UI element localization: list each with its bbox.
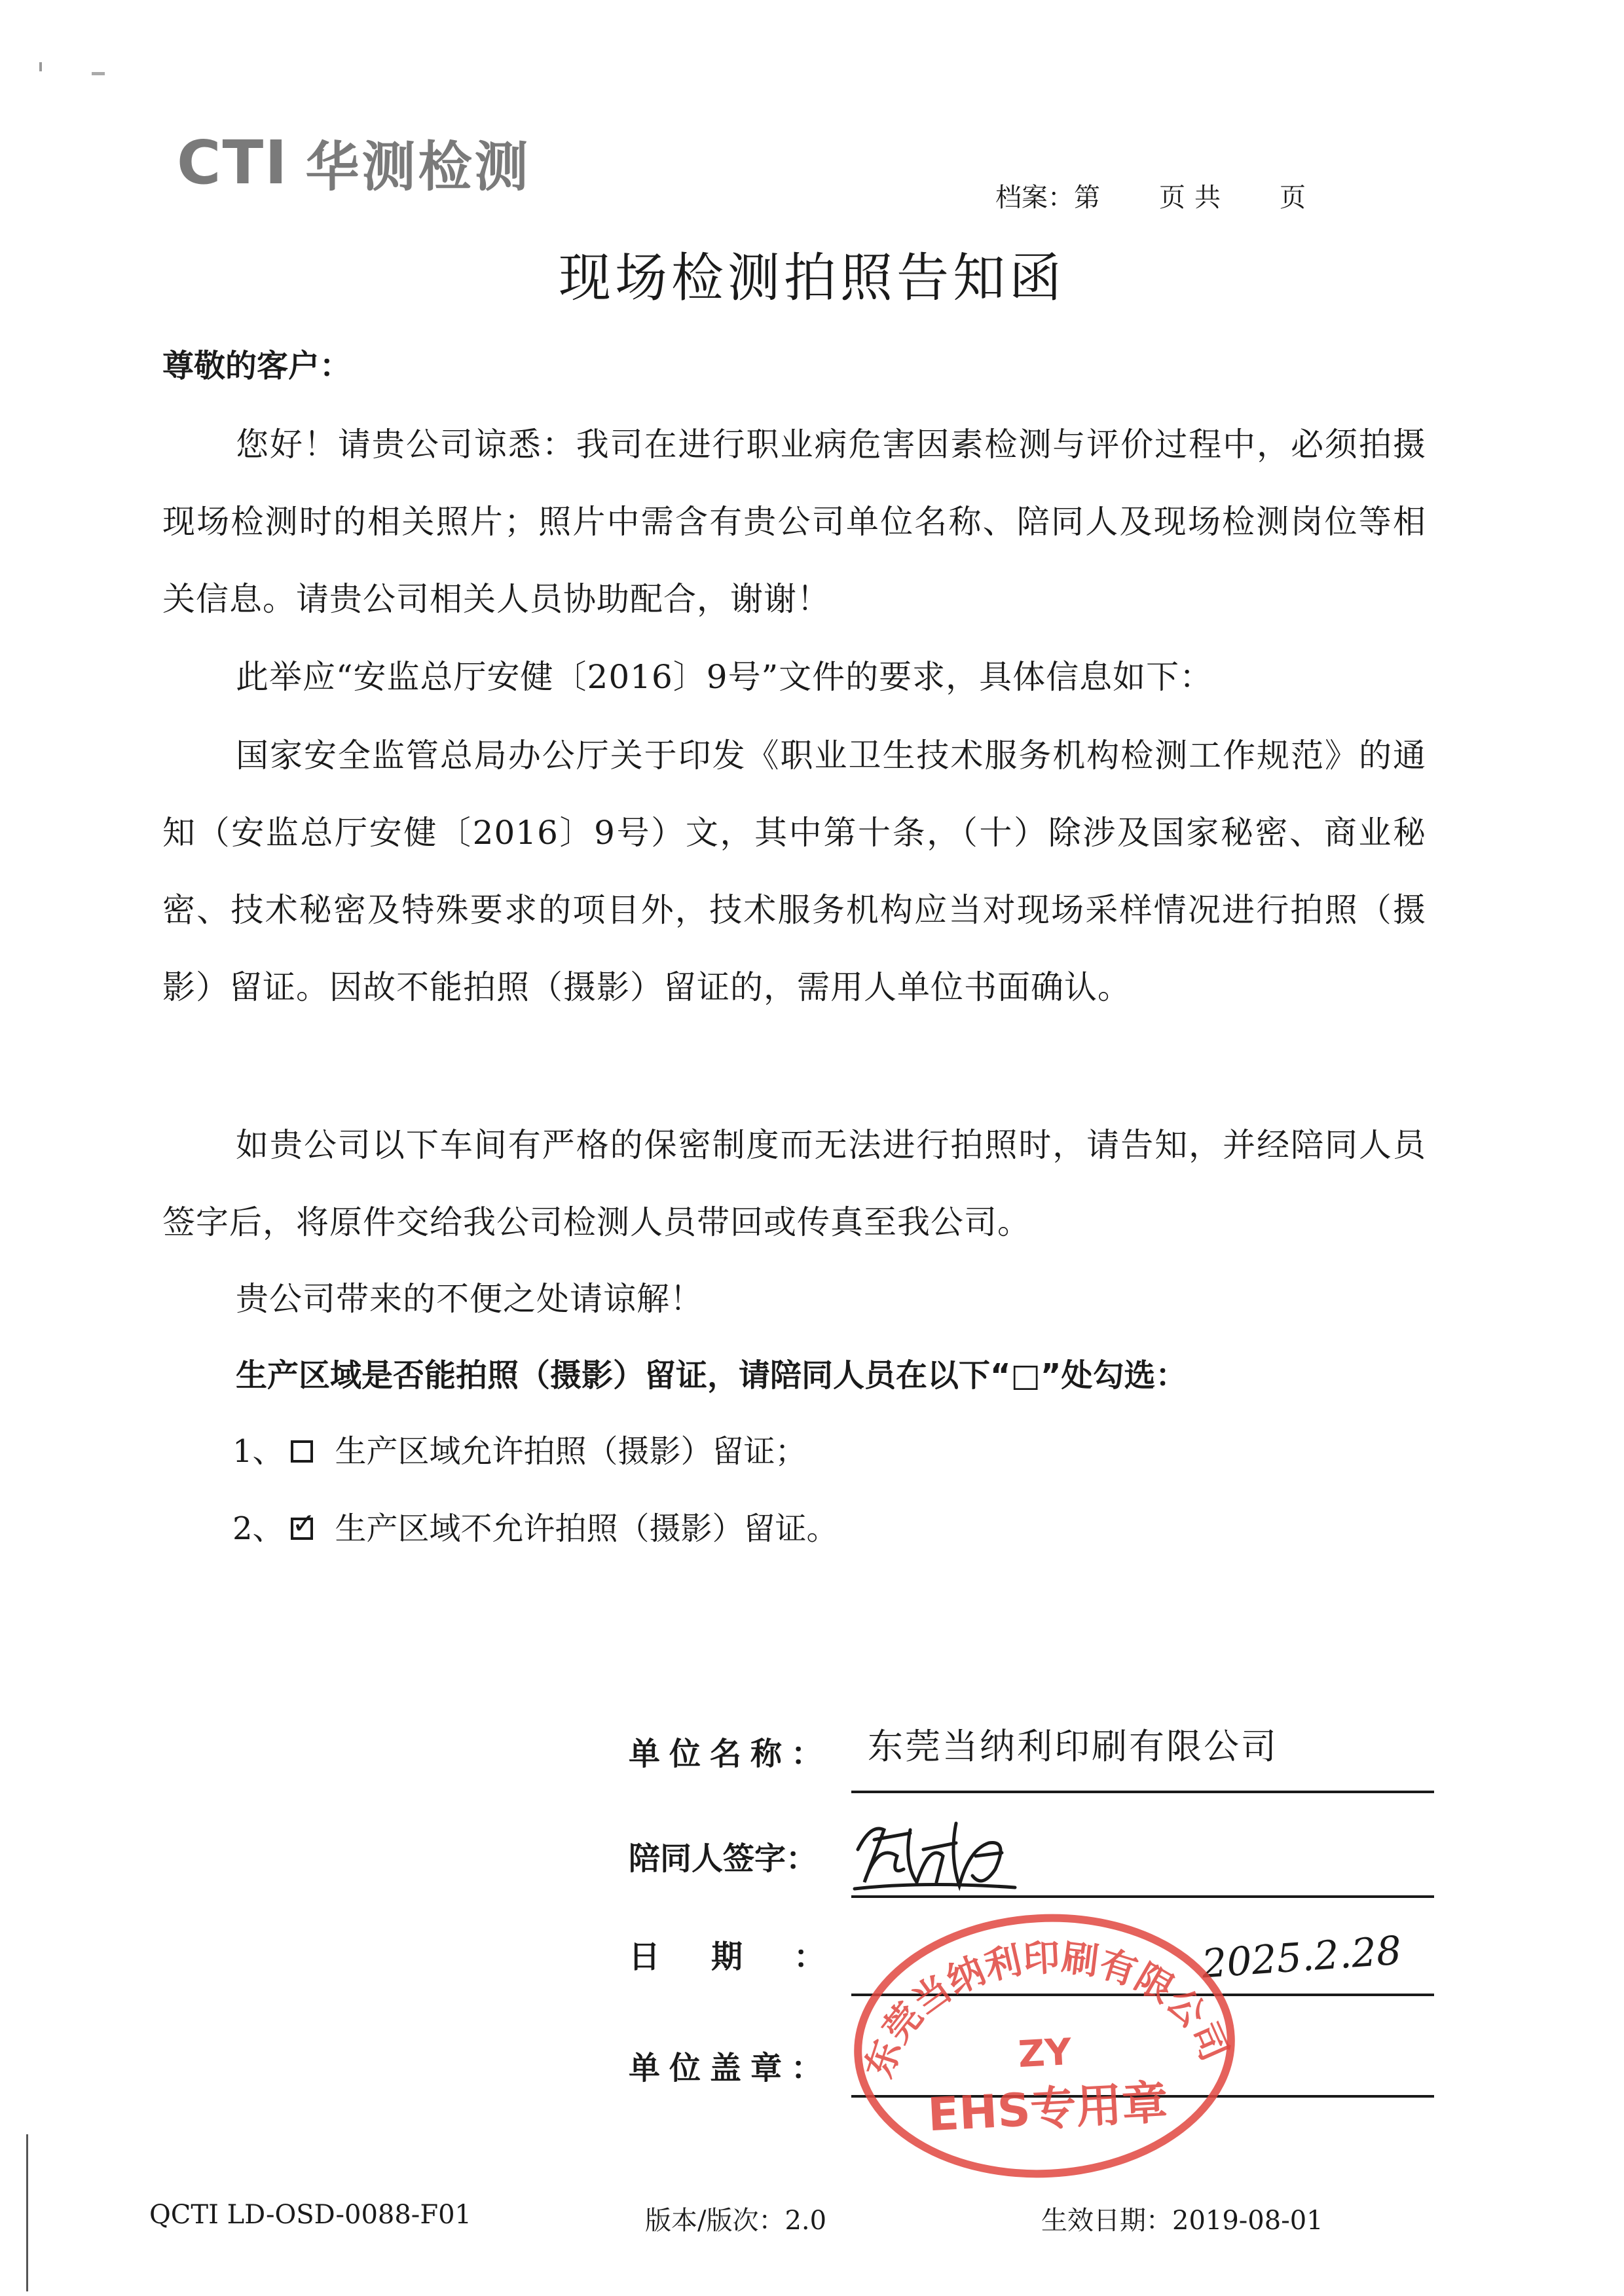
date-label-colon: ：: [793, 1939, 825, 1975]
option-label: 生产区域不允许拍照（摄影）留证。: [335, 1510, 838, 1547]
company-logo: [177, 124, 531, 201]
seal-label: 单位盖章：: [629, 2050, 832, 2086]
date-label: [629, 1931, 825, 1977]
photo-question: 生产区域是否能拍照（摄影）留证，请陪同人员在以下“□”处勾选：: [236, 1357, 1187, 1394]
option-number: 1、: [232, 1433, 284, 1470]
paragraph-apology: 贵公司带来的不便之处请谅解！: [236, 1280, 703, 1318]
date-label-char: 期: [710, 1939, 743, 1975]
greeting: 尊敬的客户：: [162, 348, 352, 384]
company-name-line: [851, 1791, 1434, 1793]
paragraph-regulation: 国家安全监管总局办公厅关于印发《职业卫生技术服务机构检测工作规范》的通知（安监总厅安健〔2016〕9号）文，其中第十条，（十）除涉及国家秘密、商业秘密、技术秘密及特殊要求的项目外，技术服务机构应当对现场采样情况进行拍照（摄影）留证。因故不能拍照（摄影）留证的，需用人单位书面确认。: [162, 737, 1426, 1006]
form-version: 版本/版次：2.0: [645, 2206, 827, 2236]
check-mark-icon: ✓: [291, 1507, 316, 1540]
option-disallow: [232, 1490, 838, 1567]
page-title: 现场检测拍照告知函: [559, 247, 1065, 308]
effective-date: 生效日期：2019-08-01: [1041, 2206, 1323, 2236]
date-value: 2025.2.28: [1200, 1927, 1403, 1988]
company-name-label: 单位名称：: [629, 1736, 832, 1772]
scan-speck: [39, 62, 42, 71]
scan-margin-line: [26, 2134, 28, 2291]
handwritten-signature: [845, 1804, 1028, 1902]
paragraph-requirement: 此举应“安监总厅安健〔2016〕9号”文件的要求，具体信息如下：: [236, 658, 1213, 696]
paragraph-confidential: 如贵公司以下车间有严格的保密制度而无法进行拍照时，请告知，并经陪同人员签字后，将原件交给我公司检测人员带回或传真至我公司。: [162, 1126, 1426, 1241]
archive-page: 页: [1159, 183, 1185, 213]
checkbox-allow[interactable]: [291, 1440, 313, 1463]
seal-purpose: EHS专用章: [926, 2075, 1170, 2142]
logo-name: 华测检测: [305, 136, 531, 198]
company-name-value: 东莞当纳利印刷有限公司: [868, 1726, 1278, 1767]
scan-speck: [92, 72, 105, 75]
archive-total: 共: [1194, 183, 1221, 213]
option-label: 生产区域允许拍照（摄影）留证；: [335, 1433, 807, 1470]
escort-signature-label: 陪同人签字：: [629, 1840, 818, 1877]
date-label-char: 日: [629, 1939, 661, 1975]
company-seal: [845, 1908, 1244, 2183]
option-number: 2、: [232, 1510, 284, 1547]
archive-page-info: [995, 177, 1306, 214]
escort-signature-line: [851, 1895, 1434, 1898]
checkbox-disallow[interactable]: [291, 1507, 316, 1540]
seal-code: ZY: [1017, 2030, 1073, 2077]
archive-total-suffix: 页: [1280, 183, 1306, 213]
paragraph-intro: 您好！请贵公司谅悉：我司在进行职业病危害因素检测与评价过程中，必须拍摄现场检测时的相关照片；照片中需含有贵公司单位名称、陪同人及现场检测岗位等相关信息。请贵公司相关人员协助配合，谢谢！: [162, 426, 1426, 618]
form-code: QCTI LD-OSD-0088-F01: [149, 2200, 471, 2230]
archive-label: 档案：第: [995, 183, 1100, 213]
option-allow: [232, 1413, 807, 1490]
logo-mark: CTI: [177, 128, 289, 198]
seal-arc-text: 东莞当纳利印刷有限公司: [858, 1936, 1236, 2083]
